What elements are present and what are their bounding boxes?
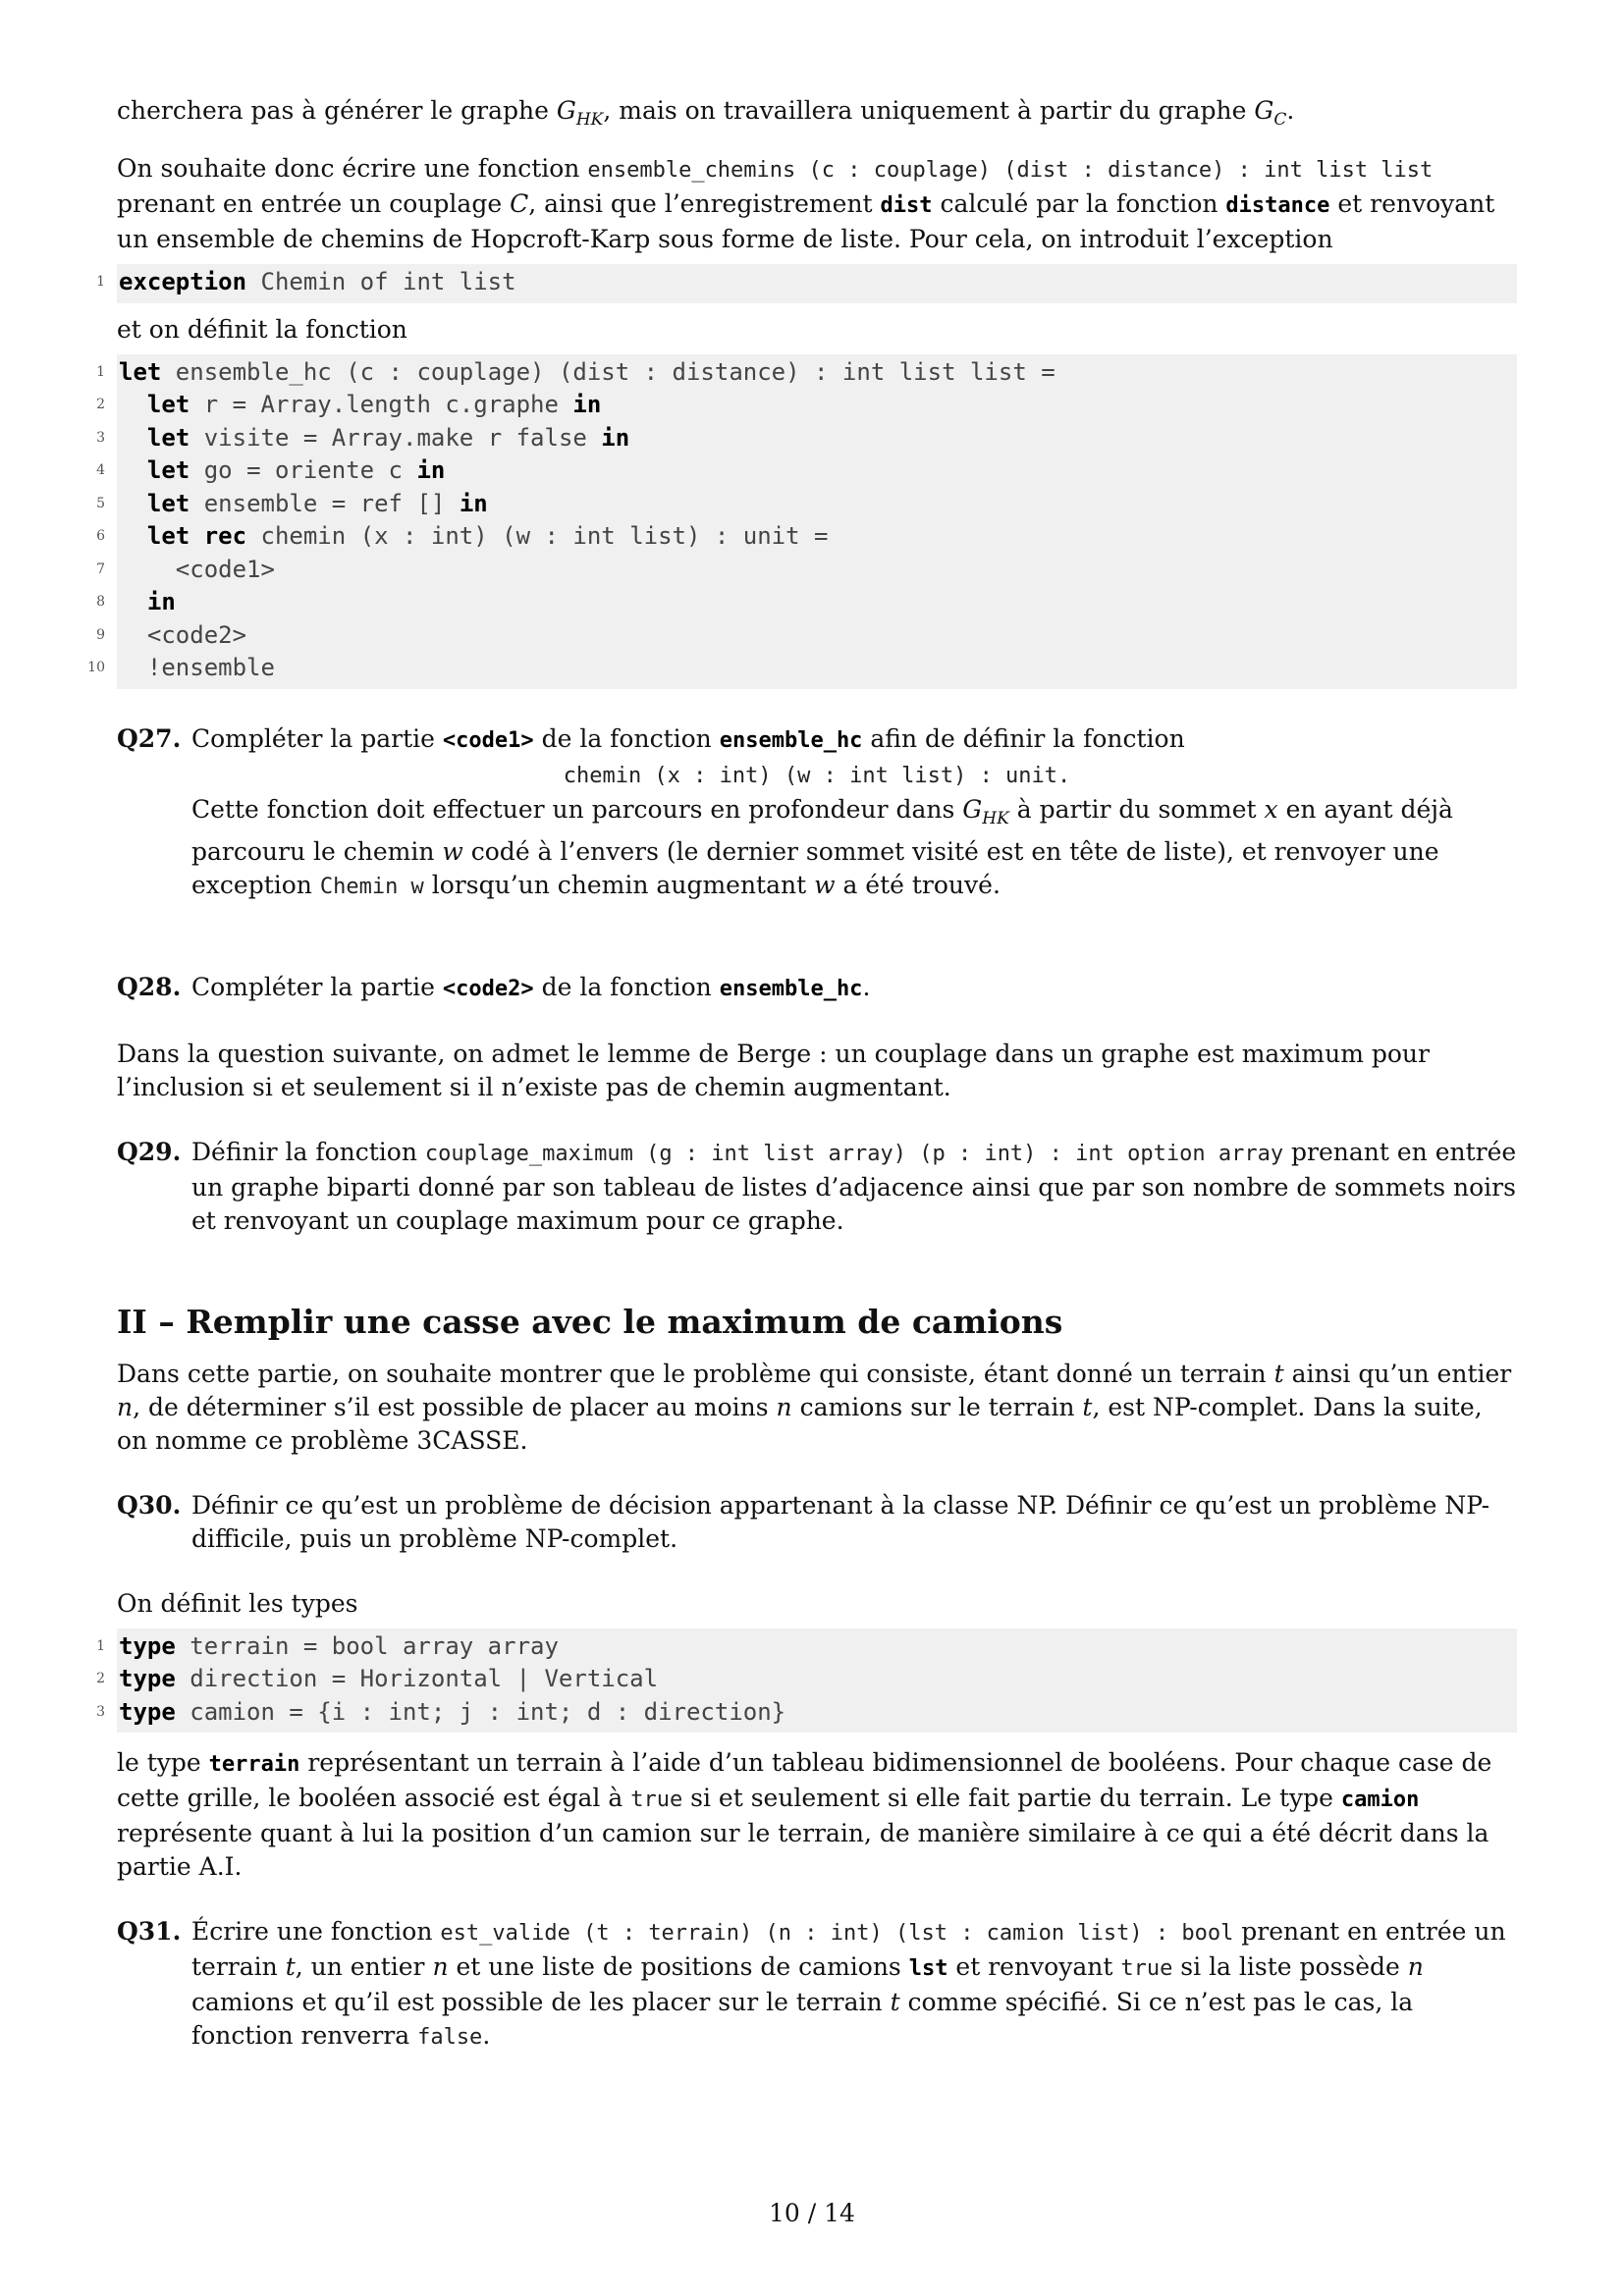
code-block-ensemble-hc (87, 354, 1517, 689)
line-number: 3 (96, 1703, 105, 1720)
question-q30: Q30. Définir ce qu’est un problème de décision appartenant à la classe NP. Définir ce qu’est un problème NP-difficile, puis un problème NP-complet. (117, 1490, 1490, 1553)
code-line: 1 exception Chemin of int list (119, 266, 1517, 299)
question-label: Q31. (117, 1917, 182, 1946)
math-g: $G_{HK}$ (556, 96, 604, 130)
text-types-intro: On définit les types (117, 1588, 358, 1618)
intro-paragraph: cherchera pas à générer le graphe $G_{HK}$, mais on travaillera uniquement à partir du graphe $G_C$. (117, 96, 1295, 130)
text-et-definit: et on définit la fonction (117, 314, 407, 344)
para-ensemble-chemins: On souhaite donc écrire une fonction ensemble_chemins (c : couplage) (dist : distance) : int list list prenant en entrée un couplage C, ainsi que l’enregistrement dist calculé par la fonction distance et renvoyant un ensemble de chemins de Hopcroft-Karp sous forme de liste. Pour cela, on introduit l’exception (117, 154, 1495, 253)
line-number: 2 (96, 1671, 105, 1686)
line-number: 1 (96, 363, 105, 380)
types-description: le type terrain représentant un terrain à l’aide d’un tableau bidimensionnel de booléens. Pour chaque case de cette grille, le booléen associé est égal à true si et seulement si elle fait partie du terrain. Le type camion représente quant à lui la position d’un camion sur le terrain, de manière similaire à ce qui a été décrit dans la partie A.I. (117, 1748, 1492, 1881)
section-intro: Dans cette partie, on souhaite montrer que le problème qui consiste, étant donné un terrain t ainsi qu’un entier n, de déterminer s’il est possible de placer au moins n camions sur le terrain t, est NP-complet. Dans la suite, on nomme ce problème 3CASSE. (117, 1359, 1512, 1455)
line-number: 1 (96, 1637, 105, 1654)
line-number: 1 (96, 274, 105, 290)
line-number: 5 (96, 495, 105, 511)
code-line: 1 type terrain = bool array array (119, 1630, 1517, 1664)
code-line: 2 let r = Array.length c.graphe in (119, 389, 1517, 422)
question-label: Q27. (117, 723, 182, 753)
code-line: 1 let ensemble_hc (c : couplage) (dist : distance) : int list list = (119, 356, 1517, 390)
berge-paragraph: Dans la question suivante, on admet le lemme de Berge : un couplage dans un graphe est maximum pour l’inclusion si et seulement si il n’existe pas de chemin augmentant. (117, 1039, 1430, 1101)
sig-ensemble-chemins: ensemble_chemins (c : couplage) (dist : distance) : int list list (587, 158, 1434, 183)
code-line: 5 let ensemble = ref [] in (119, 488, 1517, 521)
question-label: Q28. (117, 972, 182, 1001)
code-block-exception (96, 264, 1517, 303)
line-number: 8 (96, 594, 105, 610)
page-number: 10 / 14 (769, 2199, 855, 2227)
code-block-types (96, 1629, 1517, 1734)
code-line: 6 let rec chemin (x : int) (w : int list) : unit = (119, 520, 1517, 554)
line-number: 3 (96, 429, 105, 446)
code-line: 3 let visite = Array.make r false in (119, 422, 1517, 455)
code-line: 3 type camion = {i : int; j : int; d : direction} (119, 1696, 1517, 1730)
question-label: Q29. (117, 1137, 182, 1166)
question-q29: Q29. Définir la fonction couplage_maximum (g : int list array) (p : int) : int option array prenant en entrée un graphe biparti donné par son tableau de listes d’adjacence ainsi que par son nombre de sommets noirs et renvoyant un couplage maximum pour ce graphe. (117, 1137, 1517, 1235)
line-number: 4 (96, 462, 105, 478)
code-line: 4 let go = oriente c in (119, 454, 1517, 488)
code-line: 9 <code2> (119, 619, 1517, 653)
question-q31: Q31. Écrire une fonction est_valide (t : terrain) (n : int) (lst : camion list) : bool prenant en entrée un terrain t, un entier n et une liste de positions de camions lst et renvoyant true si la liste possède n camions et qu’il est possible de les placer sur le terrain t comme spécifié. Si ce n’est pas le cas, la fonction renverra false. (117, 1917, 1506, 2050)
question-label: Q30. (117, 1490, 182, 1520)
code-line: 2 type direction = Horizontal | Vertical (119, 1663, 1517, 1696)
code-line: 10 !ensemble (119, 652, 1517, 685)
code-line: 8 in (119, 586, 1517, 619)
line-number: 2 (96, 397, 105, 412)
math-gc: $G_C$ (1254, 96, 1287, 130)
line-number: 9 (96, 626, 105, 643)
line-number: 6 (96, 528, 105, 544)
sig-chemin: chemin (x : int) (w : int list) : unit. (563, 763, 1071, 788)
line-number: 7 (96, 561, 105, 577)
code-line: 7 <code1> (119, 554, 1517, 587)
page-body (87, 94, 1517, 2055)
line-number: 10 (87, 660, 105, 675)
question-q27: Q27. Compléter la partie <code1> de la fonction ensemble_hc afin de définir la fonction chemin (x : int) (w : int list) : unit. Cette fonction doit effectuer un parcours en profondeur dans $G_{HK}$ à partir du sommet x en ayant déjà parcouru le chemin w codé à l’envers (le dernier sommet visité est en tête de liste), et renvoyer une exception Chemin w lorsqu’un chemin augmentant w a été trouvé. (117, 722, 1517, 904)
question-q28: Q28. Compléter la partie <code2> de la fonction ensemble_hc. (117, 971, 1517, 1006)
section-title: II – Remplir une casse avec le maximum de camions (117, 1302, 1063, 1341)
